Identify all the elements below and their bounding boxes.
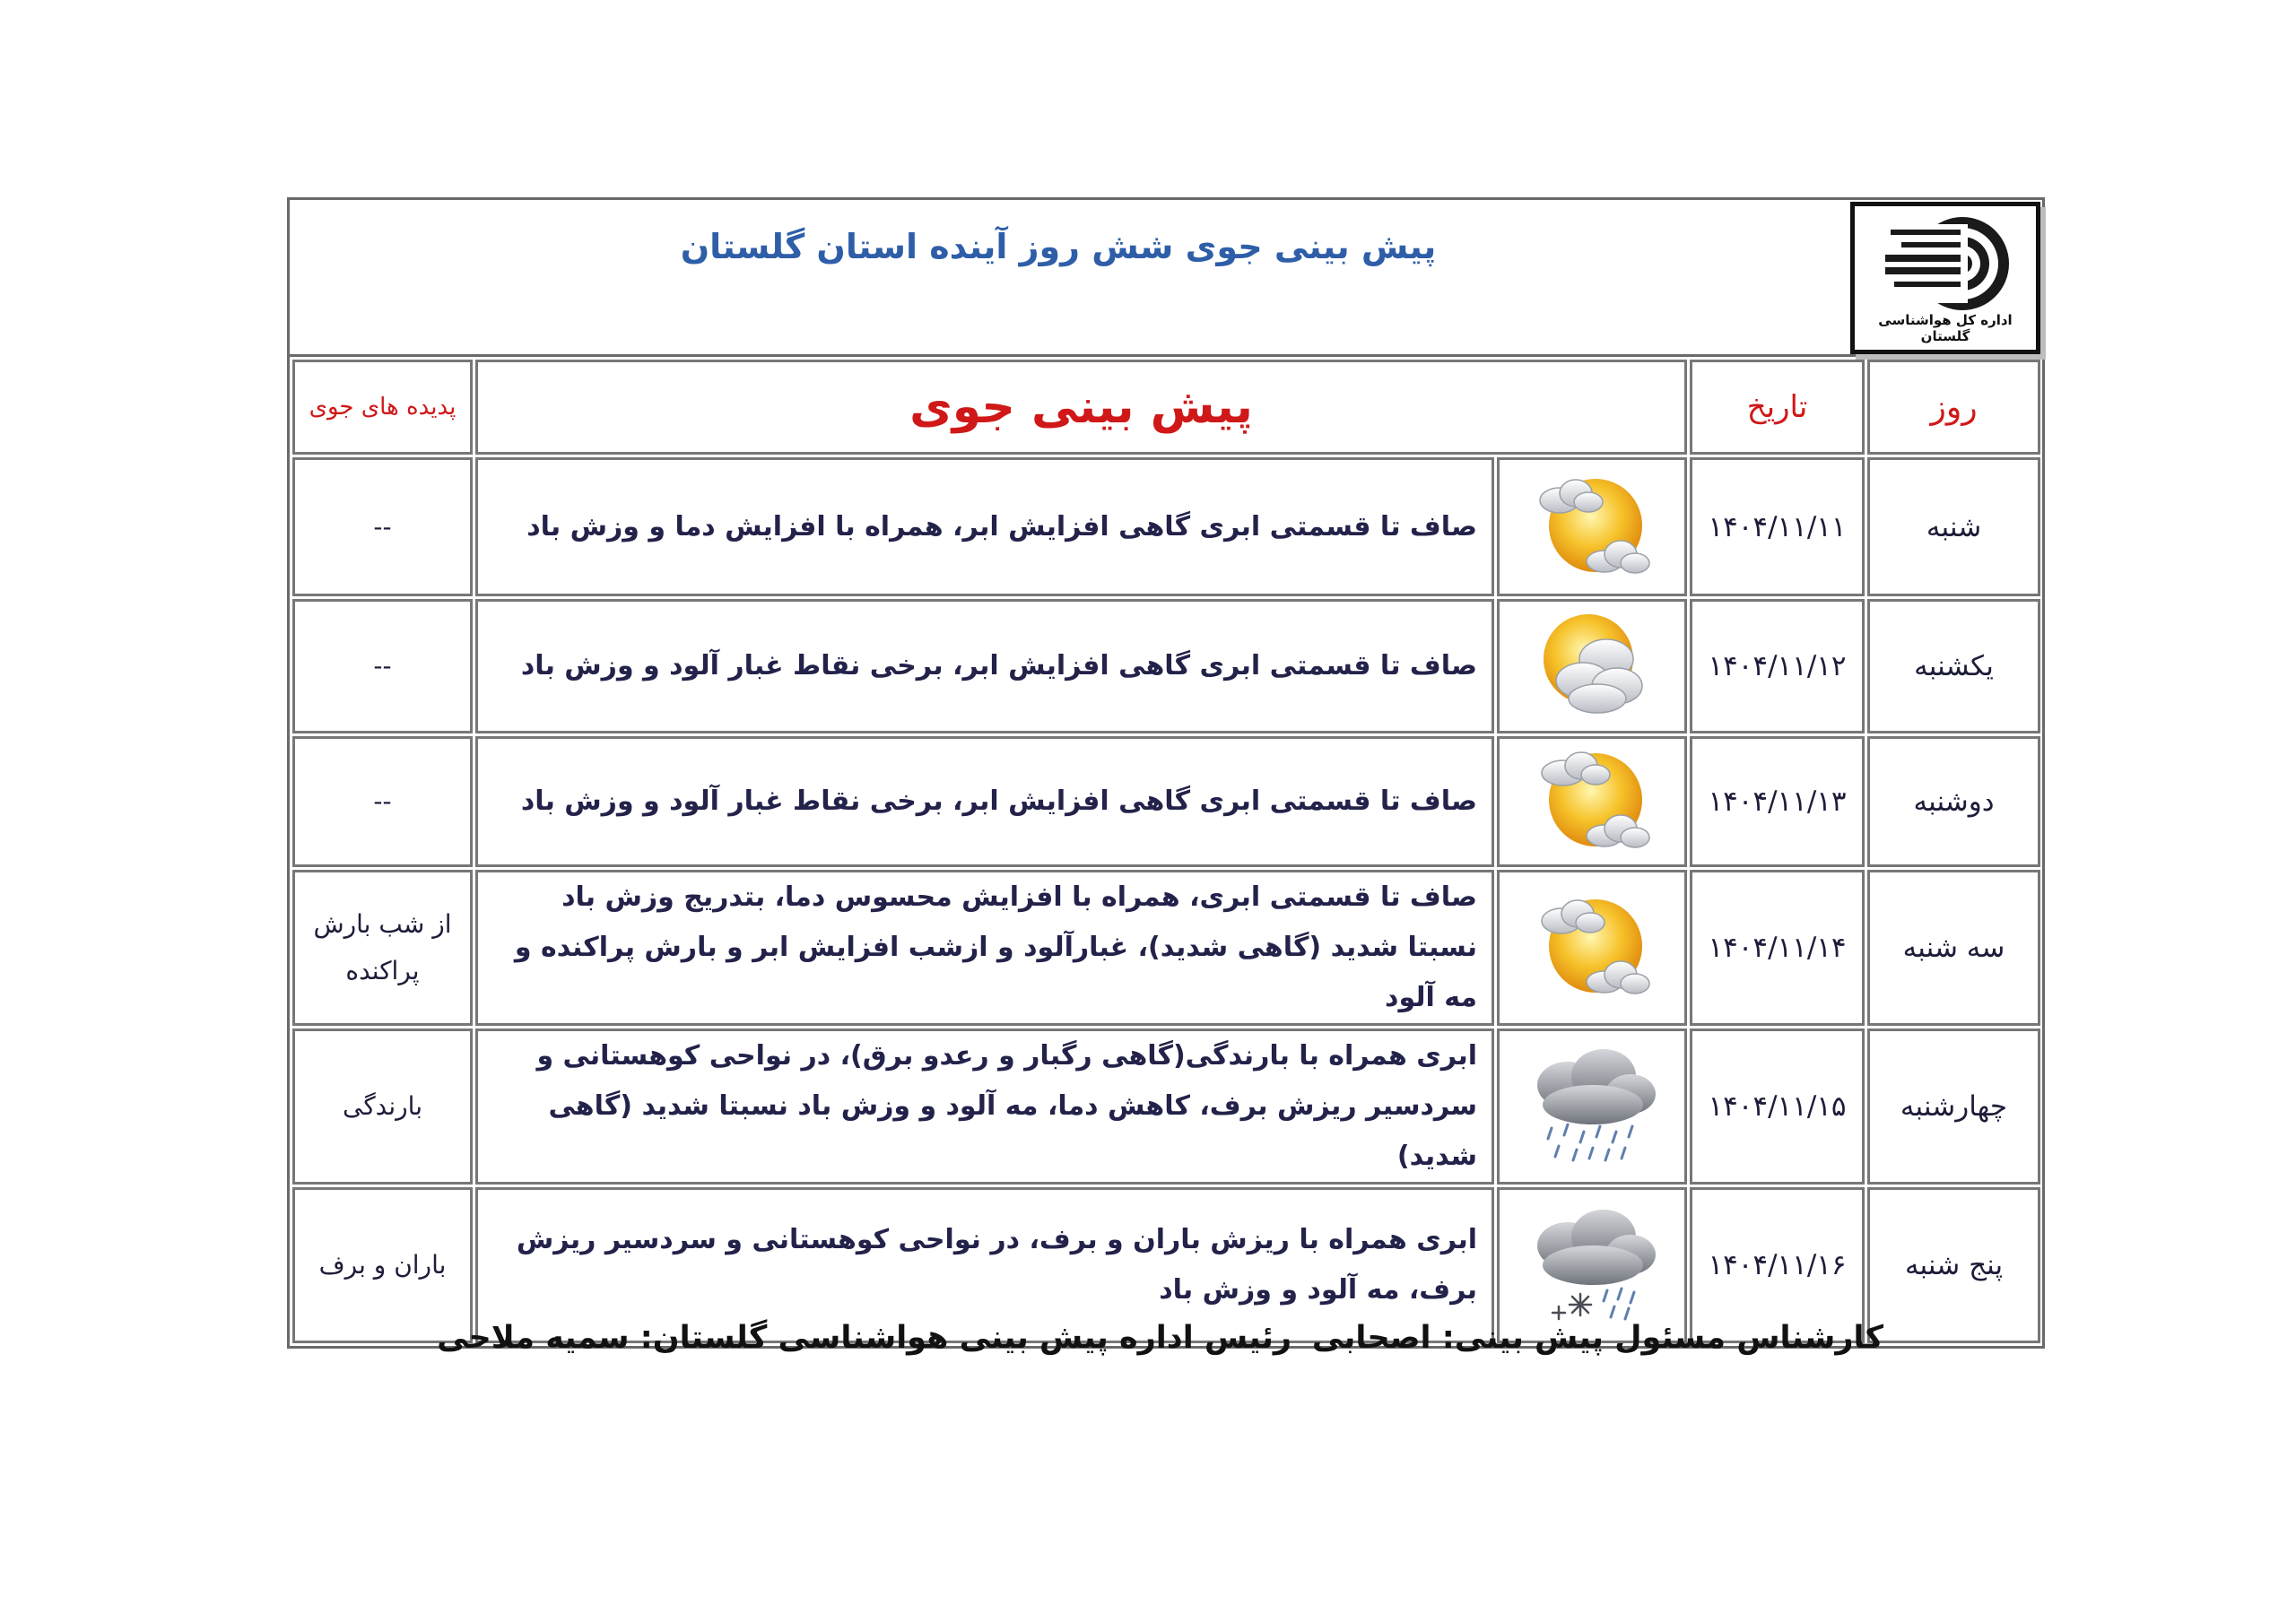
table-header-row	[292, 360, 2040, 455]
row-weather-icon-cell	[1497, 599, 1687, 733]
row-forecast-text: صاف تا قسمتی ابری گاهی افزایش ابر، برخی نقاط غبار آلود و وزش باد	[475, 599, 1494, 733]
row-date: ۱۴۰۴/۱۱/۱۴	[1690, 870, 1865, 1026]
rain-snow-cloud-icon	[1525, 1201, 1659, 1326]
partly-cloudy-icon	[1529, 605, 1655, 724]
row-forecast-text: ابری همراه با بارندگی(گاهی رگبار و رعدو برق)، در نواحی کوهستانی و سردسیر ریزش برف، کاهش دما، مه آلود و وزش باد نسبتا شدید (گاهی شدید)	[475, 1028, 1494, 1185]
row-day: پنج شنبه	[1867, 1187, 2040, 1343]
table-row	[292, 599, 2040, 733]
row-phenomena: بارندگی	[292, 1028, 473, 1185]
table-row	[292, 870, 2040, 1026]
table-row	[292, 1028, 2040, 1185]
row-weather-icon-cell	[1497, 1028, 1687, 1185]
row-weather-icon-cell	[1497, 457, 1687, 596]
row-date: ۱۴۰۴/۱۱/۱۶	[1690, 1187, 1865, 1343]
row-phenomena: از شب بارش پراکنده	[292, 870, 473, 1026]
row-date: ۱۴۰۴/۱۱/۱۳	[1690, 736, 1865, 867]
row-phenomena: --	[292, 599, 473, 733]
row-day: دوشنبه	[1867, 736, 2040, 867]
row-day: یکشنبه	[1867, 599, 2040, 733]
row-day: سه شنبه	[1867, 870, 2040, 1026]
logo-emblem-icon	[1855, 206, 2036, 323]
meteorological-organization-logo	[1850, 202, 2040, 354]
row-day: شنبه	[1867, 457, 2040, 596]
logo-org-name: اداره کل هواشناسی گلستان	[1878, 312, 2013, 344]
table-row	[292, 457, 2040, 596]
row-day: چهارشنبه	[1867, 1028, 2040, 1185]
column-header-date: تاریخ	[1690, 360, 1865, 455]
row-date: ۱۴۰۴/۱۱/۱۵	[1690, 1028, 1865, 1185]
row-forecast-text: صاف تا قسمتی ابری گاهی افزایش ابر، برخی نقاط غبار آلود و وزش باد	[475, 736, 1494, 867]
forecaster-signature: کارشناس مسئول پیش بینی: اصحابی	[1311, 1320, 1883, 1356]
column-header-day: روز	[1867, 360, 2040, 455]
forecast-table	[290, 357, 2043, 1346]
row-phenomena: --	[292, 457, 473, 596]
rain-cloud-icon	[1525, 1042, 1659, 1167]
sun-cloud-icon	[1529, 887, 1655, 1005]
column-header-phenomena: پدیده های جوی	[292, 360, 473, 455]
sun-cloud-icon	[1529, 741, 1655, 859]
title-row	[290, 200, 2042, 357]
table-row	[292, 736, 2040, 867]
signatures	[287, 1320, 2045, 1374]
sun-cloud-icon	[1529, 466, 1655, 585]
row-forecast-text: صاف تا قسمتی ابری گاهی افزایش ابر، همراه با افزایش دما و وزش باد	[475, 457, 1494, 596]
head-signature: رئیس اداره پیش بینی هواشناسی گلستان: سمیه ملاحی	[437, 1320, 1292, 1356]
forecast-sheet	[287, 197, 2045, 1349]
column-header-forecast: پیش بینی جوی	[475, 360, 1687, 455]
row-phenomena: --	[292, 736, 473, 867]
row-forecast-text: صاف تا قسمتی ابری، همراه با افزایش محسوس دما، بتدریج وزش باد نسبتا شدید (گاهی شدید)، غبارآلود و ازشب افزایش ابر و بارش پراکنده و مه آلود	[475, 870, 1494, 1026]
row-phenomena: باران و برف	[292, 1187, 473, 1343]
row-date: ۱۴۰۴/۱۱/۱۲	[1690, 599, 1865, 733]
row-weather-icon-cell	[1497, 870, 1687, 1026]
row-weather-icon-cell	[1497, 736, 1687, 867]
row-forecast-text: ابری همراه با ریزش باران و برف، در نواحی کوهستانی و سردسیر ریزش برف، مه آلود و وزش باد	[475, 1187, 1494, 1343]
page-title: پیش بینی جوی شش روز آینده استان گلستان	[680, 227, 1437, 266]
row-date: ۱۴۰۴/۱۱/۱۱	[1690, 457, 1865, 596]
